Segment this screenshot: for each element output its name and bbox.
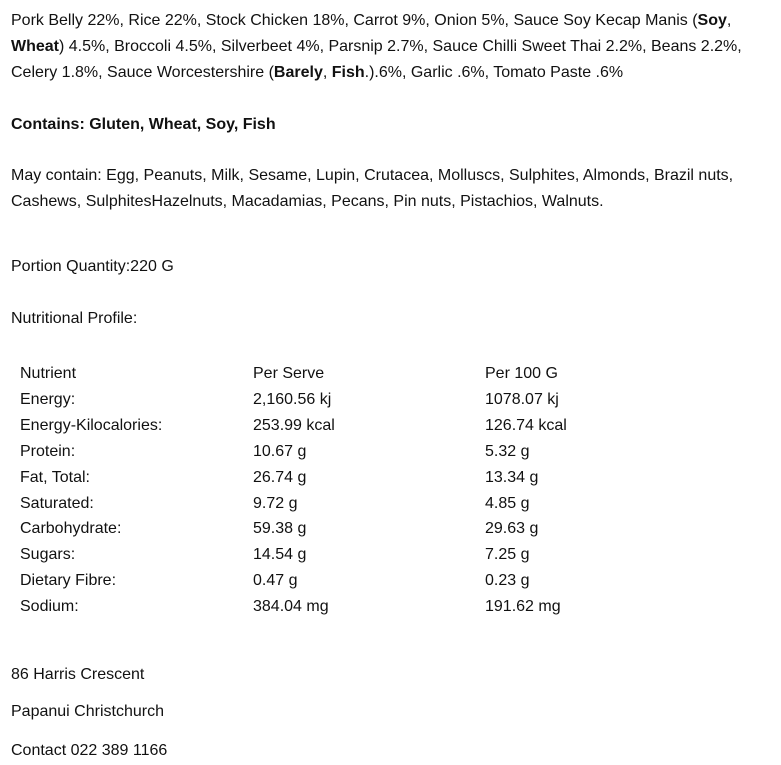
per-serve-value: 384.04 mg — [253, 598, 329, 616]
header-per-100g: Per 100 G — [485, 365, 558, 382]
header-per-serve: Per Serve — [253, 365, 325, 382]
per-100g-value: 1078.07 kj — [485, 390, 559, 408]
per-100g-value: 126.74 kcal — [485, 416, 567, 434]
table-row — [11, 594, 576, 620]
per-serve-value: 59.38 g — [253, 520, 307, 538]
header-nutrient: Nutrient — [20, 365, 77, 382]
nutrient-name: Carbohydrate: — [20, 520, 122, 538]
per-100g-value: 191.62 mg — [485, 598, 561, 616]
contact-phone: Contact 022 389 1166 — [11, 742, 168, 759]
per-100g-value: 0.23 g — [485, 572, 530, 590]
nutrient-name: Fat, Total: — [20, 468, 90, 486]
allergen-soy: Soy — [697, 12, 727, 29]
table-row — [11, 568, 576, 594]
nutrient-name: Energy-Kilocalories: — [20, 416, 163, 434]
table-row — [11, 465, 576, 491]
nutrition-header-row — [11, 361, 576, 387]
address-line-2: Papanui Christchurch — [11, 703, 164, 720]
ingredients-text-2: , — [726, 12, 732, 29]
table-row — [11, 387, 576, 413]
allergen-barely: Barely — [273, 64, 323, 81]
per-serve-value: 10.67 g — [253, 442, 307, 460]
allergen-wheat: Wheat — [11, 38, 59, 55]
ingredients-text-3: ) 4.5%, Broccoli 4.5%, Silverbeet 4%, Parsnip 2.7%, Sauce Chilli Sweet Thai 2.2%, Beans 2.2%, Celery 1.8%, Sauce Worcestershire ( — [11, 38, 742, 81]
per-100g-value: 13.34 g — [485, 468, 539, 486]
nutrient-name: Sodium: — [20, 598, 79, 616]
table-row — [11, 516, 576, 542]
per-100g-value: 4.85 g — [485, 494, 530, 512]
nutrient-name: Sugars: — [20, 546, 76, 564]
nutrient-name: Energy: — [20, 390, 76, 408]
ingredients-text-1: Pork Belly 22%, Rice 22%, Stock Chicken 18%, Carrot 9%, Onion 5%, Sauce Soy Kecap Manis ( — [11, 12, 698, 29]
per-100g-value: 5.32 g — [485, 442, 530, 460]
per-serve-value: 253.99 kcal — [253, 416, 335, 434]
nutrient-name: Dietary Fibre: — [20, 572, 117, 590]
table-row — [11, 491, 576, 517]
per-serve-value: 9.72 g — [253, 494, 298, 512]
portion-quantity: Portion Quantity:220 G — [11, 258, 174, 275]
table-row — [11, 542, 576, 568]
may-contain-allergens: May contain: Egg, Peanuts, Milk, Sesame, Lupin, Crutacea, Molluscs, Sulphites, Almonds, Brazil nuts, Cashews, SulphitesHazelnuts, Macadamias, Pecans, Pin nuts, Pistachios, Walnuts. — [11, 167, 734, 210]
nutrient-name: Saturated: — [20, 494, 94, 512]
contains-allergens: Contains: Gluten, Wheat, Soy, Fish — [11, 116, 276, 133]
nutritional-profile-title: Nutritional Profile: — [11, 310, 138, 327]
ingredients-text-4: , — [322, 64, 332, 81]
per-serve-value: 14.54 g — [253, 546, 307, 564]
table-row — [11, 439, 576, 465]
per-100g-value: 29.63 g — [485, 520, 539, 538]
ingredients-list — [11, 8, 775, 86]
per-100g-value: 7.25 g — [485, 546, 530, 564]
per-serve-value: 2,160.56 kj — [253, 390, 332, 408]
nutrition-table — [11, 361, 576, 620]
ingredients-text-5: .).6%, Garlic .6%, Tomato Paste .6% — [364, 64, 624, 81]
table-row — [11, 413, 576, 439]
allergen-fish: Fish — [331, 64, 365, 81]
nutrient-name: Protein: — [20, 442, 76, 460]
per-serve-value: 26.74 g — [253, 468, 307, 486]
per-serve-value: 0.47 g — [253, 572, 298, 590]
address-line-1: 86 Harris Crescent — [11, 666, 145, 683]
